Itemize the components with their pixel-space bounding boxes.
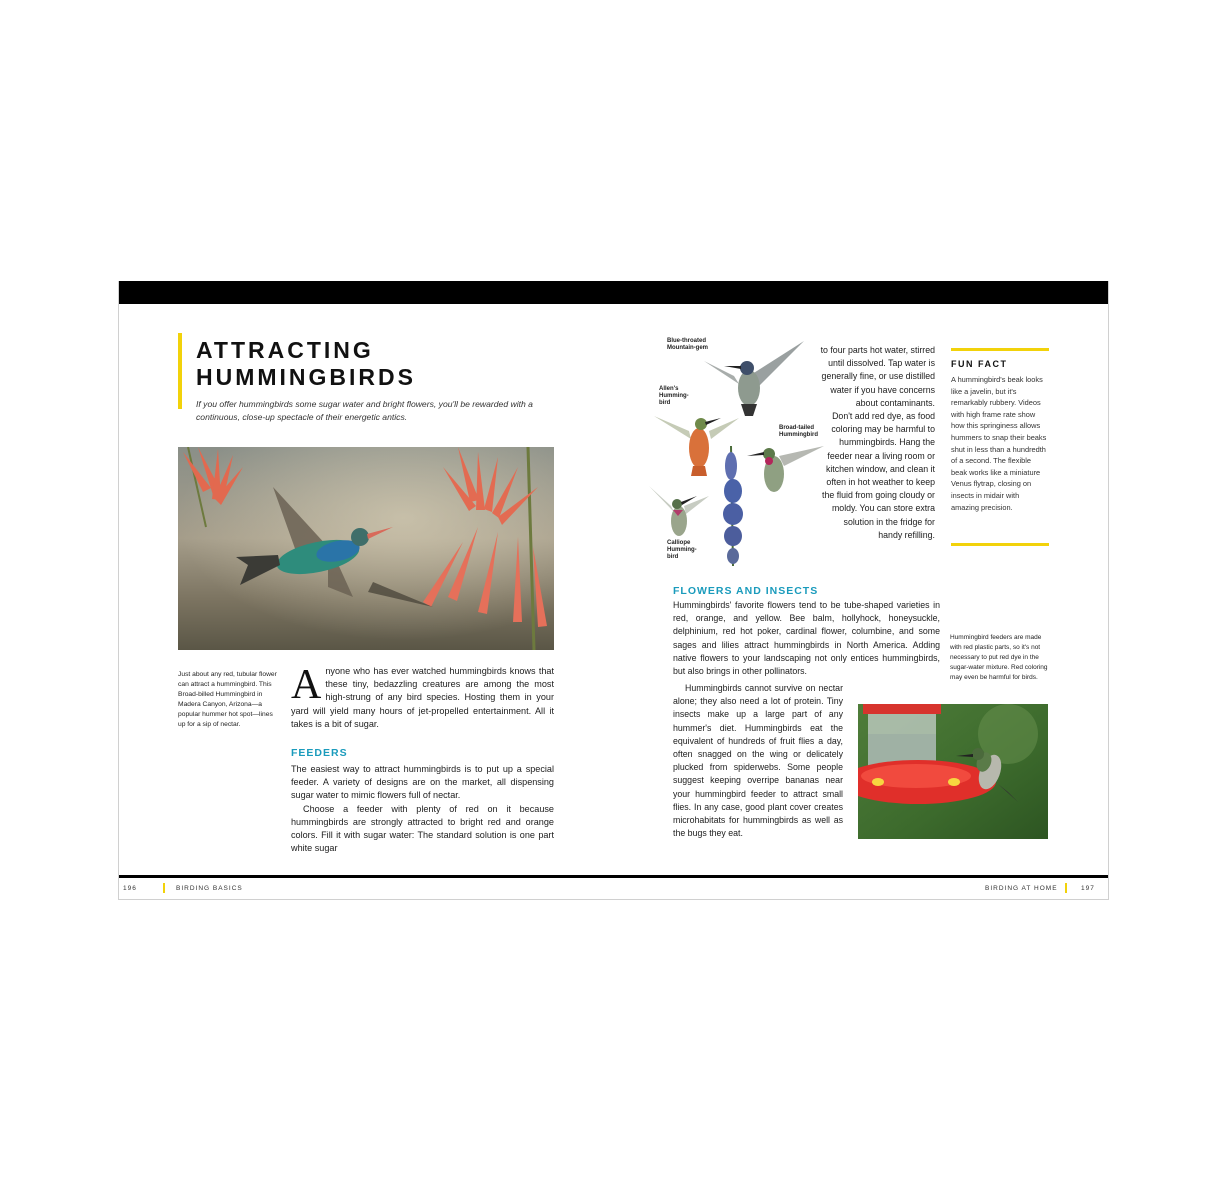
title-line-1: ATTRACTING <box>196 337 374 363</box>
right-folio-marker <box>1065 883 1067 893</box>
flowers-body-bottom <box>673 682 843 840</box>
left-folio-marker <box>163 883 165 893</box>
feeders-body <box>291 763 554 855</box>
deck-text: If you offer hummingbirds some sugar water and bright flowers, you'll be rewarded with a continuous, close-up spectacle of their energetic antics. <box>196 399 533 422</box>
left-section-title: BIRDING BASICS <box>176 885 243 892</box>
title-accent-rule <box>178 333 182 409</box>
feeder-photo-image <box>858 704 1048 839</box>
feeder-caption: Hummingbird feeders are made with red plastic parts, so it's not necessary to put red dye in the sugar-water mixture. Red coloring may even be harmful for birds. <box>950 634 1048 681</box>
label-blue-throated: Blue-throated Mountain-gem <box>667 338 708 351</box>
left-page-number: 196 <box>123 885 137 892</box>
flowers-body-top <box>673 599 940 678</box>
label-calliope: Calliope Humming-bird <box>667 540 697 560</box>
intro-paragraph <box>291 662 554 731</box>
right-page-number: 197 <box>1081 885 1095 892</box>
top-black-bar <box>119 281 1108 304</box>
sugar-water-continuation <box>819 344 935 542</box>
page-title <box>196 337 416 391</box>
intro-text: nyone who has ever watched hummingbirds knows that these tiny, bedazzling creatures are among the most high-strung of any bird species. Hosting them in your yard will yield many hours of jet-propelled entertainment. All it takes is a bit of sugar. <box>291 666 554 729</box>
feeders-paragraph-1: The easiest way to attract hummingbirds is to put up a special feeder. A variety of designs are on the market, all dispensing sugar water to mimic flowers full of nectar. <box>291 764 554 801</box>
fun-fact-heading: FUN FACT <box>951 359 1008 369</box>
drop-cap: A <box>291 662 322 708</box>
feeders-heading: FEEDERS <box>291 747 348 759</box>
hummingbird-photo-image <box>178 447 554 650</box>
main-photo-caption: Just about any red, tubular flower can attract a hummingbird. This Broad-billed Hummingbird in Madera Canyon, Arizona—a popular hummer hot spot—lines up for a sip of nectar. <box>178 671 277 728</box>
flowers-heading: FLOWERS AND INSECTS <box>673 585 819 597</box>
sugar-water-paragraph-2: Don't add red dye, as food coloring may be harmful to hummingbirds. Hang the feeder near a living room or kitchen window, and clean it often in hot weather to keep the fluid from going cloudy or moldy. You can store extra solution in the fridge for handy refilling. <box>822 411 935 540</box>
broad-billed-hummingbird-photo <box>178 447 554 650</box>
fun-fact-top-rule <box>951 348 1049 351</box>
fun-fact-bottom-rule <box>951 543 1049 546</box>
flowers-paragraph-1: Hummingbirds' favorite flowers tend to be tube-shaped varieties in red, orange, and yellow. Bee balm, hollyhock, honeysuckle, delphinium, red hot poker, cardinal flower, columbine, and some sages and lilies attract hummingbirds in North America. Adding native flowers to your landscaping not only entices hummingbirds, but also brings in other pollinators. <box>673 600 940 677</box>
book-spread <box>118 281 1109 900</box>
feeders-paragraph-2: Choose a feeder with plenty of red on it because hummingbirds are strongly attracted to bright red and orange colors. Fill it with sugar water: The standard solution is one part white sugar <box>291 803 554 854</box>
right-section-title: BIRDING AT HOME <box>985 885 1058 892</box>
flowers-paragraph-2: Hummingbirds cannot survive on nectar alone; they also need a lot of protein. Tiny insects make up a large part of any hummer's diet. Hummingbirds eat the equivalent of hundreds of fruit flies a day, often snagged on the wing or delicately plucked from spiderwebs. Some people suggest keeping overripe bananas near your hummingbird feeder to attract small flies. In any case, good plant cover creates microhabitats for hummingbirds as well as the bugs they eat. <box>673 683 843 839</box>
sugar-water-paragraph-1: to four parts hot water, stirred until dissolved. Tap water is generally fine, or use distilled water if you have concerns about contaminants. <box>820 345 935 408</box>
feeder-photo <box>858 704 1048 839</box>
footer-rule <box>119 875 1108 878</box>
title-line-2: HUMMINGBIRDS <box>196 364 416 390</box>
fun-fact-text: A hummingbird's beak looks like a javelin, but it's remarkably rubbery. Videos with high frame rate show how this springiness allows hummers to snap their beaks shut in less than a hundredth of a second. The flexible beak works like a miniature Venus flytrap, closing on insects in midair with amazing precision. <box>951 375 1047 512</box>
label-broad-tailed: Broad-tailed Hummingbird <box>779 425 818 438</box>
label-allens: Allen's Humming-bird <box>659 386 689 406</box>
